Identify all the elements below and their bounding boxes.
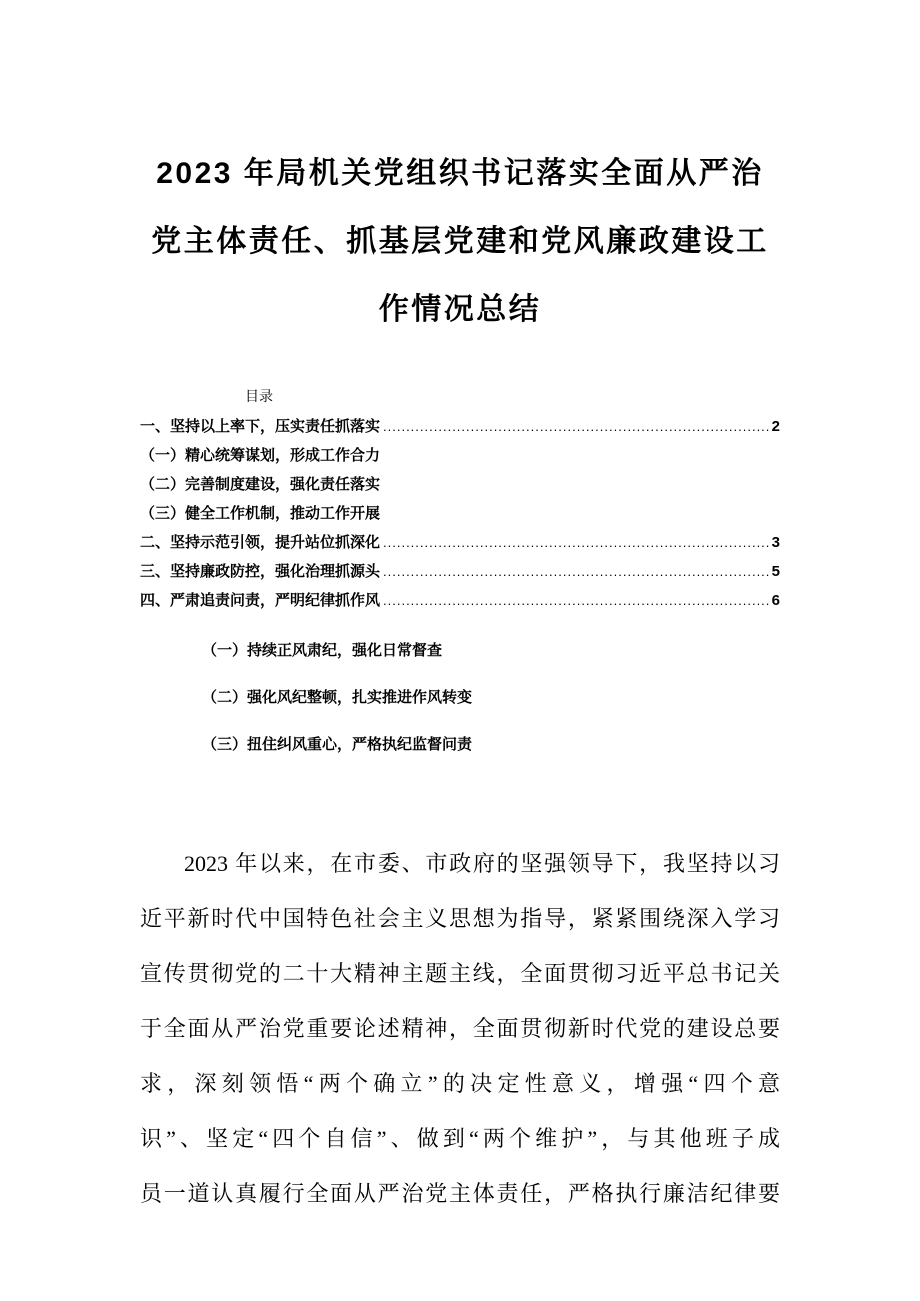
toc-entry-label: （一）持续正风肃纪，强化日常督查 (202, 642, 443, 659)
toc-entry[interactable] (140, 499, 780, 528)
toc-entry-label: 二、坚持示范引领，提升站位抓深化 (140, 534, 381, 551)
toc-entry[interactable] (140, 721, 780, 768)
body-line: 识”、坚定“四个自信”、做到“两个维护”，与其他班子成 (140, 1126, 780, 1151)
body-line: 员一道认真履行全面从严治党主体责任，严格执行廉洁纪律要 (140, 1181, 780, 1206)
toc-entry[interactable] (140, 441, 780, 470)
toc-entry-label: 一、坚持以上率下，压实责任抓落实 (140, 418, 381, 435)
toc-page-number: 5 (771, 563, 780, 580)
toc-entry-label: （三）健全工作机制，推动工作开展 (140, 505, 381, 522)
toc-entry[interactable] (140, 412, 780, 441)
body-line: 2023 年以来，在市委、市政府的坚强领导下，我坚持以习 (184, 851, 780, 876)
toc-entry[interactable] (140, 557, 780, 586)
toc-leader-dots (383, 528, 769, 557)
toc-entry[interactable] (140, 586, 780, 615)
toc-page-number: 6 (771, 592, 780, 609)
toc-entry[interactable] (140, 627, 780, 674)
document-title-line: 2023 年局机关党组织书记落实全面从严治 (156, 157, 764, 190)
toc-leader-dots (383, 557, 769, 586)
body-line: 宣传贯彻党的二十大精神主题主线，全面贯彻习近平总书记关 (140, 961, 780, 986)
toc-sub-entries (140, 627, 780, 768)
toc-entry-label: （二）完善制度建设，强化责任落实 (140, 476, 381, 493)
table-of-contents (140, 412, 780, 768)
body-line: 求，深刻领悟“两个确立”的决定性意义，增强“四个意 (140, 1071, 780, 1096)
body-line: 于全面从严治党重要论述精神，全面贯彻新时代党的建设总要 (140, 1016, 780, 1041)
toc-page-number: 2 (771, 418, 780, 435)
toc-leader-dots (383, 412, 769, 441)
toc-entry-label: 三、坚持廉政防控，强化治理抓源头 (140, 563, 381, 580)
toc-entry-label: （一）精心统筹谋划，形成工作合力 (140, 447, 381, 464)
toc-entry[interactable] (140, 674, 780, 721)
toc-entry[interactable] (140, 528, 780, 557)
toc-entry-label: （三）扭住纠风重心，严格执纪监督问责 (202, 736, 473, 753)
body-paragraph (140, 836, 780, 1221)
document-title-line: 党主体责任、抓基层党建和党风廉政建设工 (151, 225, 769, 258)
document-title-line: 作情况总结 (378, 293, 542, 326)
toc-heading: 目录 (245, 388, 273, 404)
toc-leader-dots (383, 586, 769, 615)
toc-entry-label: （二）强化风纪整顿，扎实推进作风转变 (202, 689, 473, 706)
document-title (140, 140, 780, 344)
body-line: 近平新时代中国特色社会主义思想为指导，紧紧围绕深入学习 (140, 906, 780, 931)
toc-entry[interactable] (140, 470, 780, 499)
toc-entry-label: 四、严肃追责问责，严明纪律抓作风 (140, 592, 381, 609)
toc-page-number: 3 (771, 534, 780, 551)
